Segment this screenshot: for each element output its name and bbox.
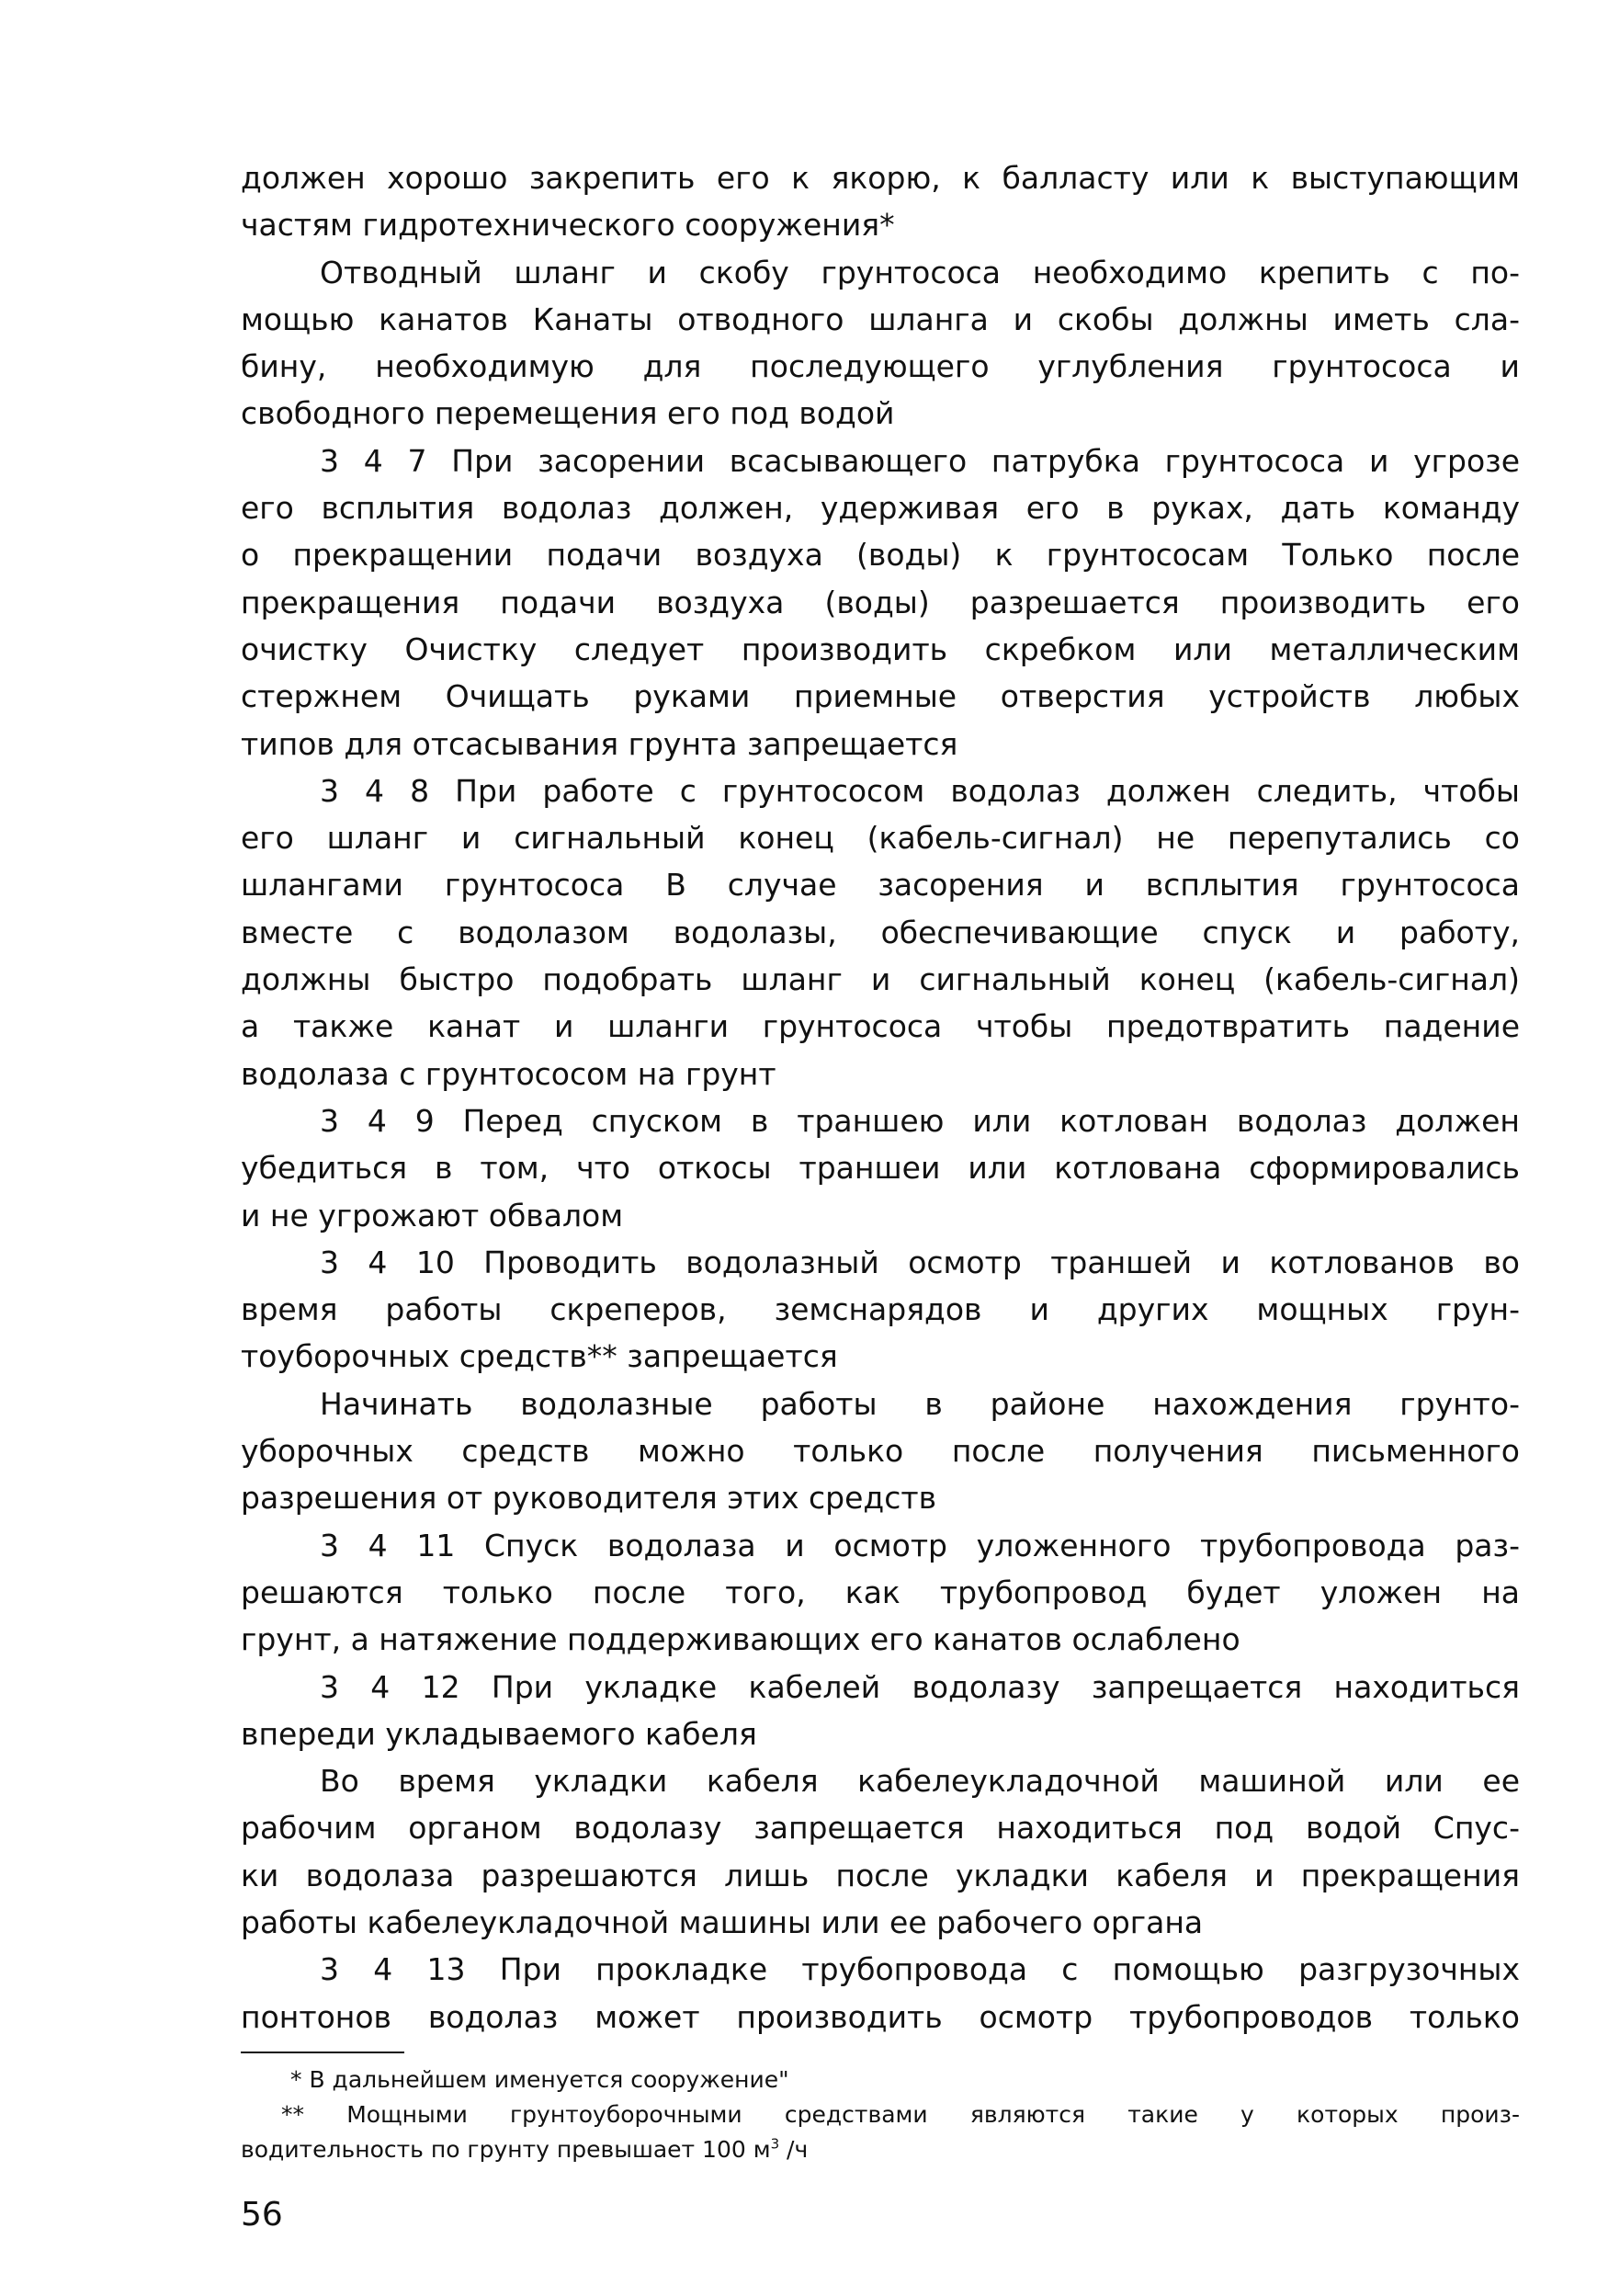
section-3-4-10: 3 4 10 Проводить водолазный осмотр траншей и котлованов во (320, 1244, 1520, 1280)
body-line: тоуборочных средств** запрещается (241, 1338, 838, 1375)
body-line: шлангами грунтососа В случае засорения и всплытия грунтососа (241, 867, 1520, 904)
body-line: стержнем Очищать руками приемные отверстия устройств любых (241, 678, 1520, 715)
page-number: 56 (241, 2196, 283, 2233)
footnotes (241, 2063, 1520, 2167)
section-3-4-12: 3 4 12 При укладке кабелей водолазу запрещается находиться (320, 1668, 1520, 1705)
footnote-divider (241, 2052, 404, 2053)
body-line: время работы скреперов, земснарядов и других мощных грун- (241, 1291, 1520, 1328)
body-line: должен хорошо закрепить его к якорю, к балласту или к выступающим (241, 160, 1520, 196)
body-line: вместе с водолазом водолазы, обеспечивающие спуск и работу, (241, 914, 1520, 950)
body-line: бину, необходимую для последующего углубления грунтососа и (241, 348, 1520, 385)
body-line: уборочных средств можно только после получения письменного (241, 1433, 1520, 1470)
body-line: разрешения от руководителя этих средств (241, 1480, 937, 1517)
section-3-4-8: 3 4 8 При работе с грунтососом водолаз должен следить, чтобы (320, 772, 1520, 809)
body-line: частям гидротехнического сооружения* (241, 207, 895, 244)
body-line: водолаза с грунтососом на грунт (241, 1055, 776, 1092)
body-line: работы кабелеукладочной машины или ее рабочего органа (241, 1904, 1204, 1940)
body-line: его шланг и сигнальный конец (кабель-сигнал) не перепутались со (241, 820, 1520, 857)
body-line: о прекращении подачи воздуха (воды) к грунтососам Только после (241, 537, 1520, 574)
section-3-4-9: 3 4 9 Перед спуском в траншею или котлован водолаз должен (320, 1102, 1520, 1139)
footnote-text: водительность по грунту превышает 100 м (241, 2136, 771, 2163)
section-3-4-13: 3 4 13 При прокладке трубопровода с помощью разгрузочных (320, 1951, 1520, 1988)
body-line: свободного перемещения его под водой (241, 395, 895, 432)
footnote-1: * В дальнейшем именуется сооружение" (290, 2066, 789, 2093)
footnote-2-continuation (241, 2132, 1520, 2167)
superscript: 3 (770, 2135, 780, 2153)
body-line: типов для отсасывания грунта запрещается (241, 725, 958, 762)
footnote-2: ** Мощными грунтоуборочными средствами являются такие у которых произ- (281, 2101, 1520, 2128)
body-line: Во время укладки кабеля кабелеукладочной машиной или ее (320, 1763, 1520, 1800)
body-line: Отводный шланг и скобу грунтососа необходимо крепить с по- (320, 254, 1520, 290)
section-3-4-11: 3 4 11 Спуск водолаза и осмотр уложенного трубопровода раз- (320, 1527, 1520, 1563)
body-line: решаются только после того, как трубопровод будет уложен на (241, 1574, 1520, 1610)
body-line: понтонов водолаз может производить осмотр трубопроводов только (241, 1998, 1520, 2035)
body-line: должны быстро подобрать шланг и сигнальный конец (кабель-сигнал) (241, 961, 1520, 998)
body-line: и не угрожают обвалом (241, 1197, 624, 1233)
document-body (241, 154, 1520, 2040)
body-line: убедиться в том, что откосы траншеи или котлована сформировались (241, 1150, 1520, 1187)
body-line: грунт, а натяжение поддерживающих его канатов ослаблено (241, 1621, 1240, 1658)
section-3-4-7: 3 4 7 При засорении всасывающего патрубка грунтососа и угрозе (320, 442, 1520, 479)
body-line: а также канат и шланги грунтососа чтобы предотвратить падение (241, 1008, 1520, 1045)
body-line: прекращения подачи воздуха (воды) разрешается производить его (241, 584, 1520, 620)
footnote-text: /ч (779, 2136, 809, 2163)
body-line: мощью канатов Канаты отводного шланга и скобы должны иметь сла- (241, 301, 1520, 337)
body-line: впереди укладываемого кабеля (241, 1715, 757, 1752)
body-line: его всплытия водолаз должен, удерживая его в руках, дать команду (241, 490, 1520, 527)
body-line: очистку Очистку следует производить скребком или металлическим (241, 631, 1520, 667)
body-line: ки водолаза разрешаются лишь после укладки кабеля и прекращения (241, 1857, 1520, 1893)
body-line: рабочим органом водолазу запрещается находиться под водой Спус- (241, 1810, 1520, 1847)
body-line: Начинать водолазные работы в районе нахождения грунто- (320, 1385, 1520, 1422)
